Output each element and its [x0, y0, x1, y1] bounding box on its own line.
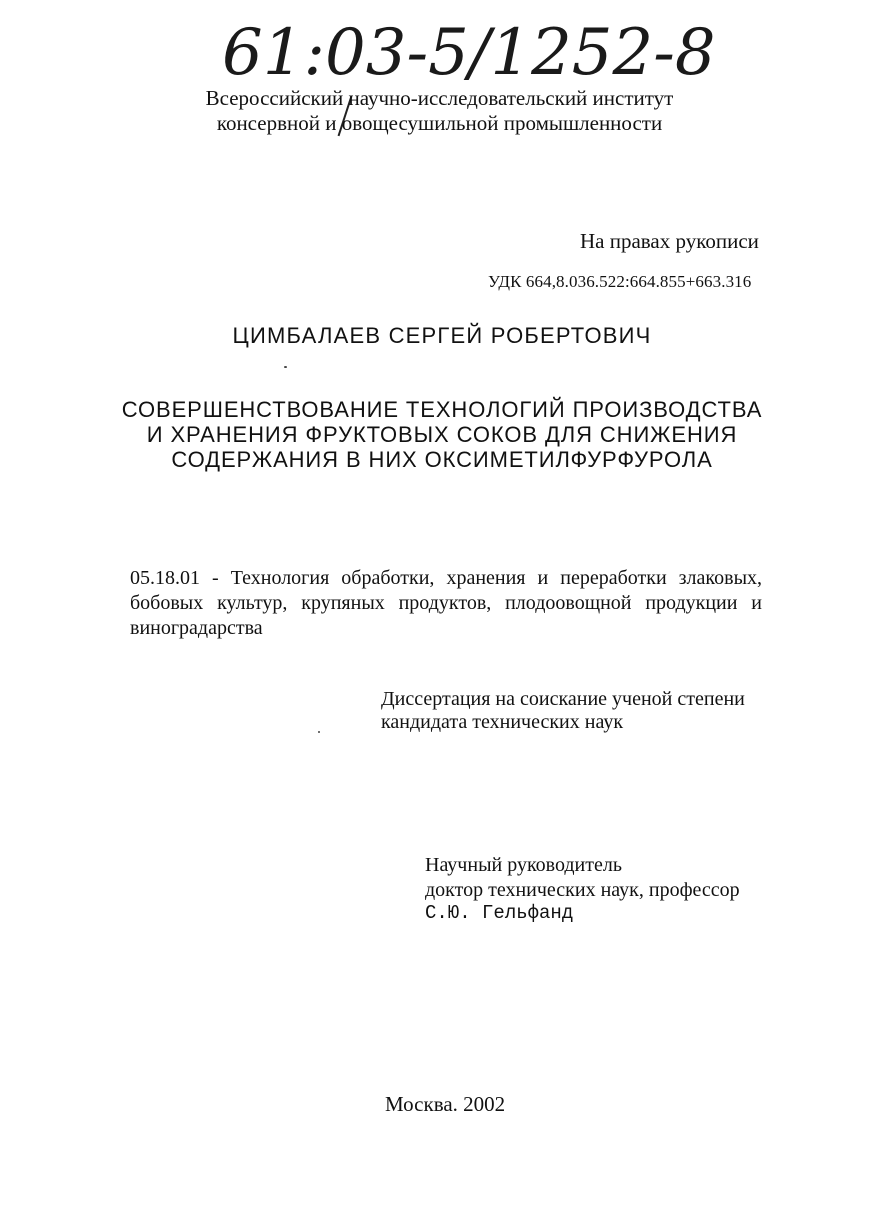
title-line-1: СОВЕРШЕНСТВОВАНИЕ ТЕХНОЛОГИЙ ПРОИЗВОДСТВА: [121, 397, 763, 422]
institute-name-line-2: консервной и овощесушильной промышленности: [216, 111, 663, 135]
thesis-line-2: кандидата технических наук: [381, 711, 624, 733]
udk-code: УДК 664,8.036.522:664.855+663.316: [488, 272, 752, 291]
institute-name-line-1: Всероссийский научно-исследовательский институт: [205, 86, 674, 110]
title-line-2: И ХРАНЕНИЯ ФРУКТОВЫХ СОКОВ ДЛЯ СНИЖЕНИЯ: [146, 422, 738, 447]
title-line-3: СОДЕРЖАНИЯ В НИХ ОКСИМЕТИЛФУРФУРОЛА: [171, 447, 713, 472]
supervisor-name: С.Ю. Гельфанд: [425, 902, 574, 924]
scan-speck: [284, 366, 287, 368]
specialty-line-2: бобовых культур, крупяных продуктов, плодоовощной продукции и: [130, 592, 762, 614]
archive-mark-text: 61:03-5/1252-8: [222, 16, 716, 90]
manuscript-rights-label: На правах рукописи: [580, 229, 759, 253]
scan-speck: [318, 731, 320, 733]
author-name: ЦИМБАЛАЕВ СЕРГЕЙ РОБЕРТОВИЧ: [232, 323, 652, 348]
specialty-line-3: виноградарства: [130, 617, 263, 639]
handwritten-archive-number: [222, 4, 716, 94]
supervisor-degree: доктор технических наук, профессор: [425, 879, 740, 901]
specialty-line-1: 05.18.01 - Технология обработки, хранения и переработки злаковых,: [130, 567, 762, 589]
supervisor-role: Научный руководитель: [425, 854, 622, 876]
city-year: Москва. 2002: [385, 1092, 506, 1116]
specialty-block: [130, 566, 762, 641]
thesis-line-1: Диссертация на соискание ученой степени: [381, 688, 745, 710]
